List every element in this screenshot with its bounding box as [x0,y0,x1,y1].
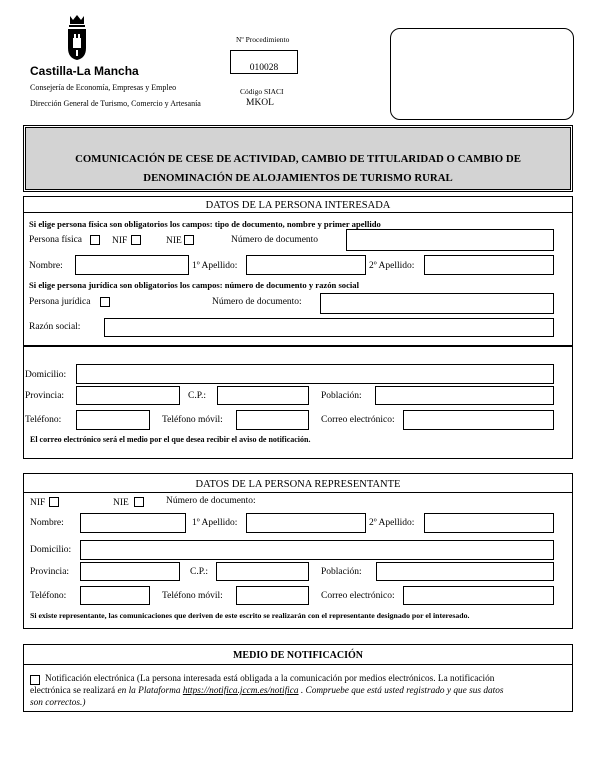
nif-checkbox[interactable] [131,235,141,245]
rep-nombre-label: Nombre: [30,518,64,528]
brand-name: Castilla-La Mancha [30,64,139,78]
razon-input[interactable] [104,318,554,337]
rep-provincia-input[interactable] [80,562,180,581]
department-2: Dirección General de Turismo, Comercio y Artesanía [30,99,201,108]
nie-label: NIE [166,236,182,246]
logo [60,14,94,62]
domicilio-input[interactable] [76,364,554,384]
juridica-checkbox[interactable] [100,297,110,307]
nie-checkbox[interactable] [184,235,194,245]
correo-input[interactable] [403,410,554,430]
apellido1-input[interactable] [246,255,366,275]
juridica-label: Persona jurídica [29,297,91,307]
notificacion-text-line3 [30,699,85,708]
movil-label: Teléfono móvil: [162,415,223,425]
telefono-input[interactable] [76,410,150,430]
cp-label: C.P.: [188,391,206,401]
form-title-box [23,125,573,192]
telefono-label: Teléfono: [25,415,62,425]
siaci-label: Código SIACI [240,87,284,96]
rep-apellido1-input[interactable] [246,513,366,533]
rep-poblacion-input[interactable] [376,562,554,581]
siaci-code: MKOL [246,98,274,108]
apellido2-input[interactable] [424,255,554,275]
rep-correo-label: Correo electrónico: [321,591,395,601]
razon-label: Razón social: [29,322,81,332]
num-doc2-label: Número de documento: [212,297,302,307]
provincia-input[interactable] [76,386,180,405]
correo-note: El correo electrónico será el medio por el que desea recibir el aviso de notificación. [30,435,311,444]
procedure-number-box [230,50,298,74]
rep-num-doc-label: Número de documento: [166,496,256,506]
num-doc2-input[interactable] [320,293,554,314]
rep-apellido1-label: 1º Apellido: [192,518,238,528]
poblacion-input[interactable] [375,386,554,405]
notificacion-text-3: son correctos.) [30,698,86,708]
form-title-line2: DENOMINACIÓN DE ALOJAMIENTOS DE TURISMO RURAL [143,172,453,184]
rep-domicilio-input[interactable] [80,540,554,560]
notificacion-text-2c: . Compruebe que está usted registrado y que sus datos [298,686,504,696]
notificacion-text-line1: Notificación electrónica (La persona interesada está obligada a la comunicación por medios electrónicos. La notificación [45,674,495,684]
rep-nombre-input[interactable] [80,513,186,533]
notificacion-link[interactable]: https://notifica.jccm.es/notifica [182,686,299,696]
num-doc-label: Número de documento [231,235,319,245]
department-1: Consejería de Economía, Empresas y Empleo [30,83,177,92]
procedure-label: Nº Procedimiento [236,35,290,44]
poblacion-label: Población: [321,391,362,401]
rep-apellido2-input[interactable] [424,513,554,533]
rep-domicilio-label: Domicilio: [30,545,72,555]
registry-stamp-box [390,28,574,120]
representante-heading [24,474,572,493]
notificacion-text-2b: en la Plataforma [117,686,183,696]
rep-telefono-input[interactable] [80,586,150,605]
fisica-label: Persona física [29,235,83,245]
juridica-note: Si elige persona jurídica son obligatorios los campos: número de documento y razón social [29,280,359,290]
apellido2-label: 2º Apellido: [369,261,415,271]
rep-poblacion-label: Población: [321,567,362,577]
representante-heading-text: DATOS DE LA PERSONA REPRESENTANTE [195,479,401,490]
rep-provincia-label: Provincia: [30,567,70,577]
interesada-heading-text: DATOS DE LA PERSONA INTERESADA [205,200,391,211]
domicilio-label: Domicilio: [25,370,67,380]
form-title-line1: COMUNICACIÓN DE CESE DE ACTIVIDAD, CAMBIO DE TITULARIDAD O CAMBIO DE [75,153,521,165]
notificacion-text-2a: electrónica se realizará [30,686,118,696]
rep-nie-checkbox[interactable] [134,497,144,507]
notificacion-heading [24,645,572,665]
movil-input[interactable] [236,410,309,430]
rep-telefono-label: Teléfono: [30,591,67,601]
cp-input[interactable] [217,386,309,405]
fisica-note: Si elige persona física son obligatorios los campos: tipo de documento, nombre y primer apellido [29,219,381,229]
rep-movil-label: Teléfono móvil: [162,591,223,601]
notificacion-text-line2 [30,687,503,696]
rep-cp-label: C.P.: [190,567,208,577]
crown-shield-icon [60,14,94,62]
nombre-input[interactable] [75,255,189,275]
rep-apellido2-label: 2º Apellido: [369,518,415,528]
rep-movil-input[interactable] [236,586,309,605]
num-doc-input[interactable] [346,229,554,251]
nombre-label: Nombre: [29,261,63,271]
notificacion-checkbox[interactable] [30,675,40,685]
rep-nif-checkbox[interactable] [49,497,59,507]
provincia-label: Provincia: [25,391,65,401]
rep-nie-label: NIE [113,498,129,508]
rep-note: Si existe representante, las comunicaciones que deriven de este escrito se realizarán con el representante designado por el interesado. [30,611,470,620]
fisica-checkbox[interactable] [90,235,100,245]
procedure-number: 010028 [249,63,279,73]
correo-label: Correo electrónico: [321,415,395,425]
nif-label: NIF [112,236,128,246]
apellido1-label: 1º Apellido: [192,261,238,271]
notificacion-heading-text: MEDIO DE NOTIFICACIÓN [232,650,363,661]
rep-correo-input[interactable] [403,586,554,605]
rep-nif-label: NIF [30,498,46,508]
rep-cp-input[interactable] [216,562,309,581]
interesada-heading [24,197,572,213]
